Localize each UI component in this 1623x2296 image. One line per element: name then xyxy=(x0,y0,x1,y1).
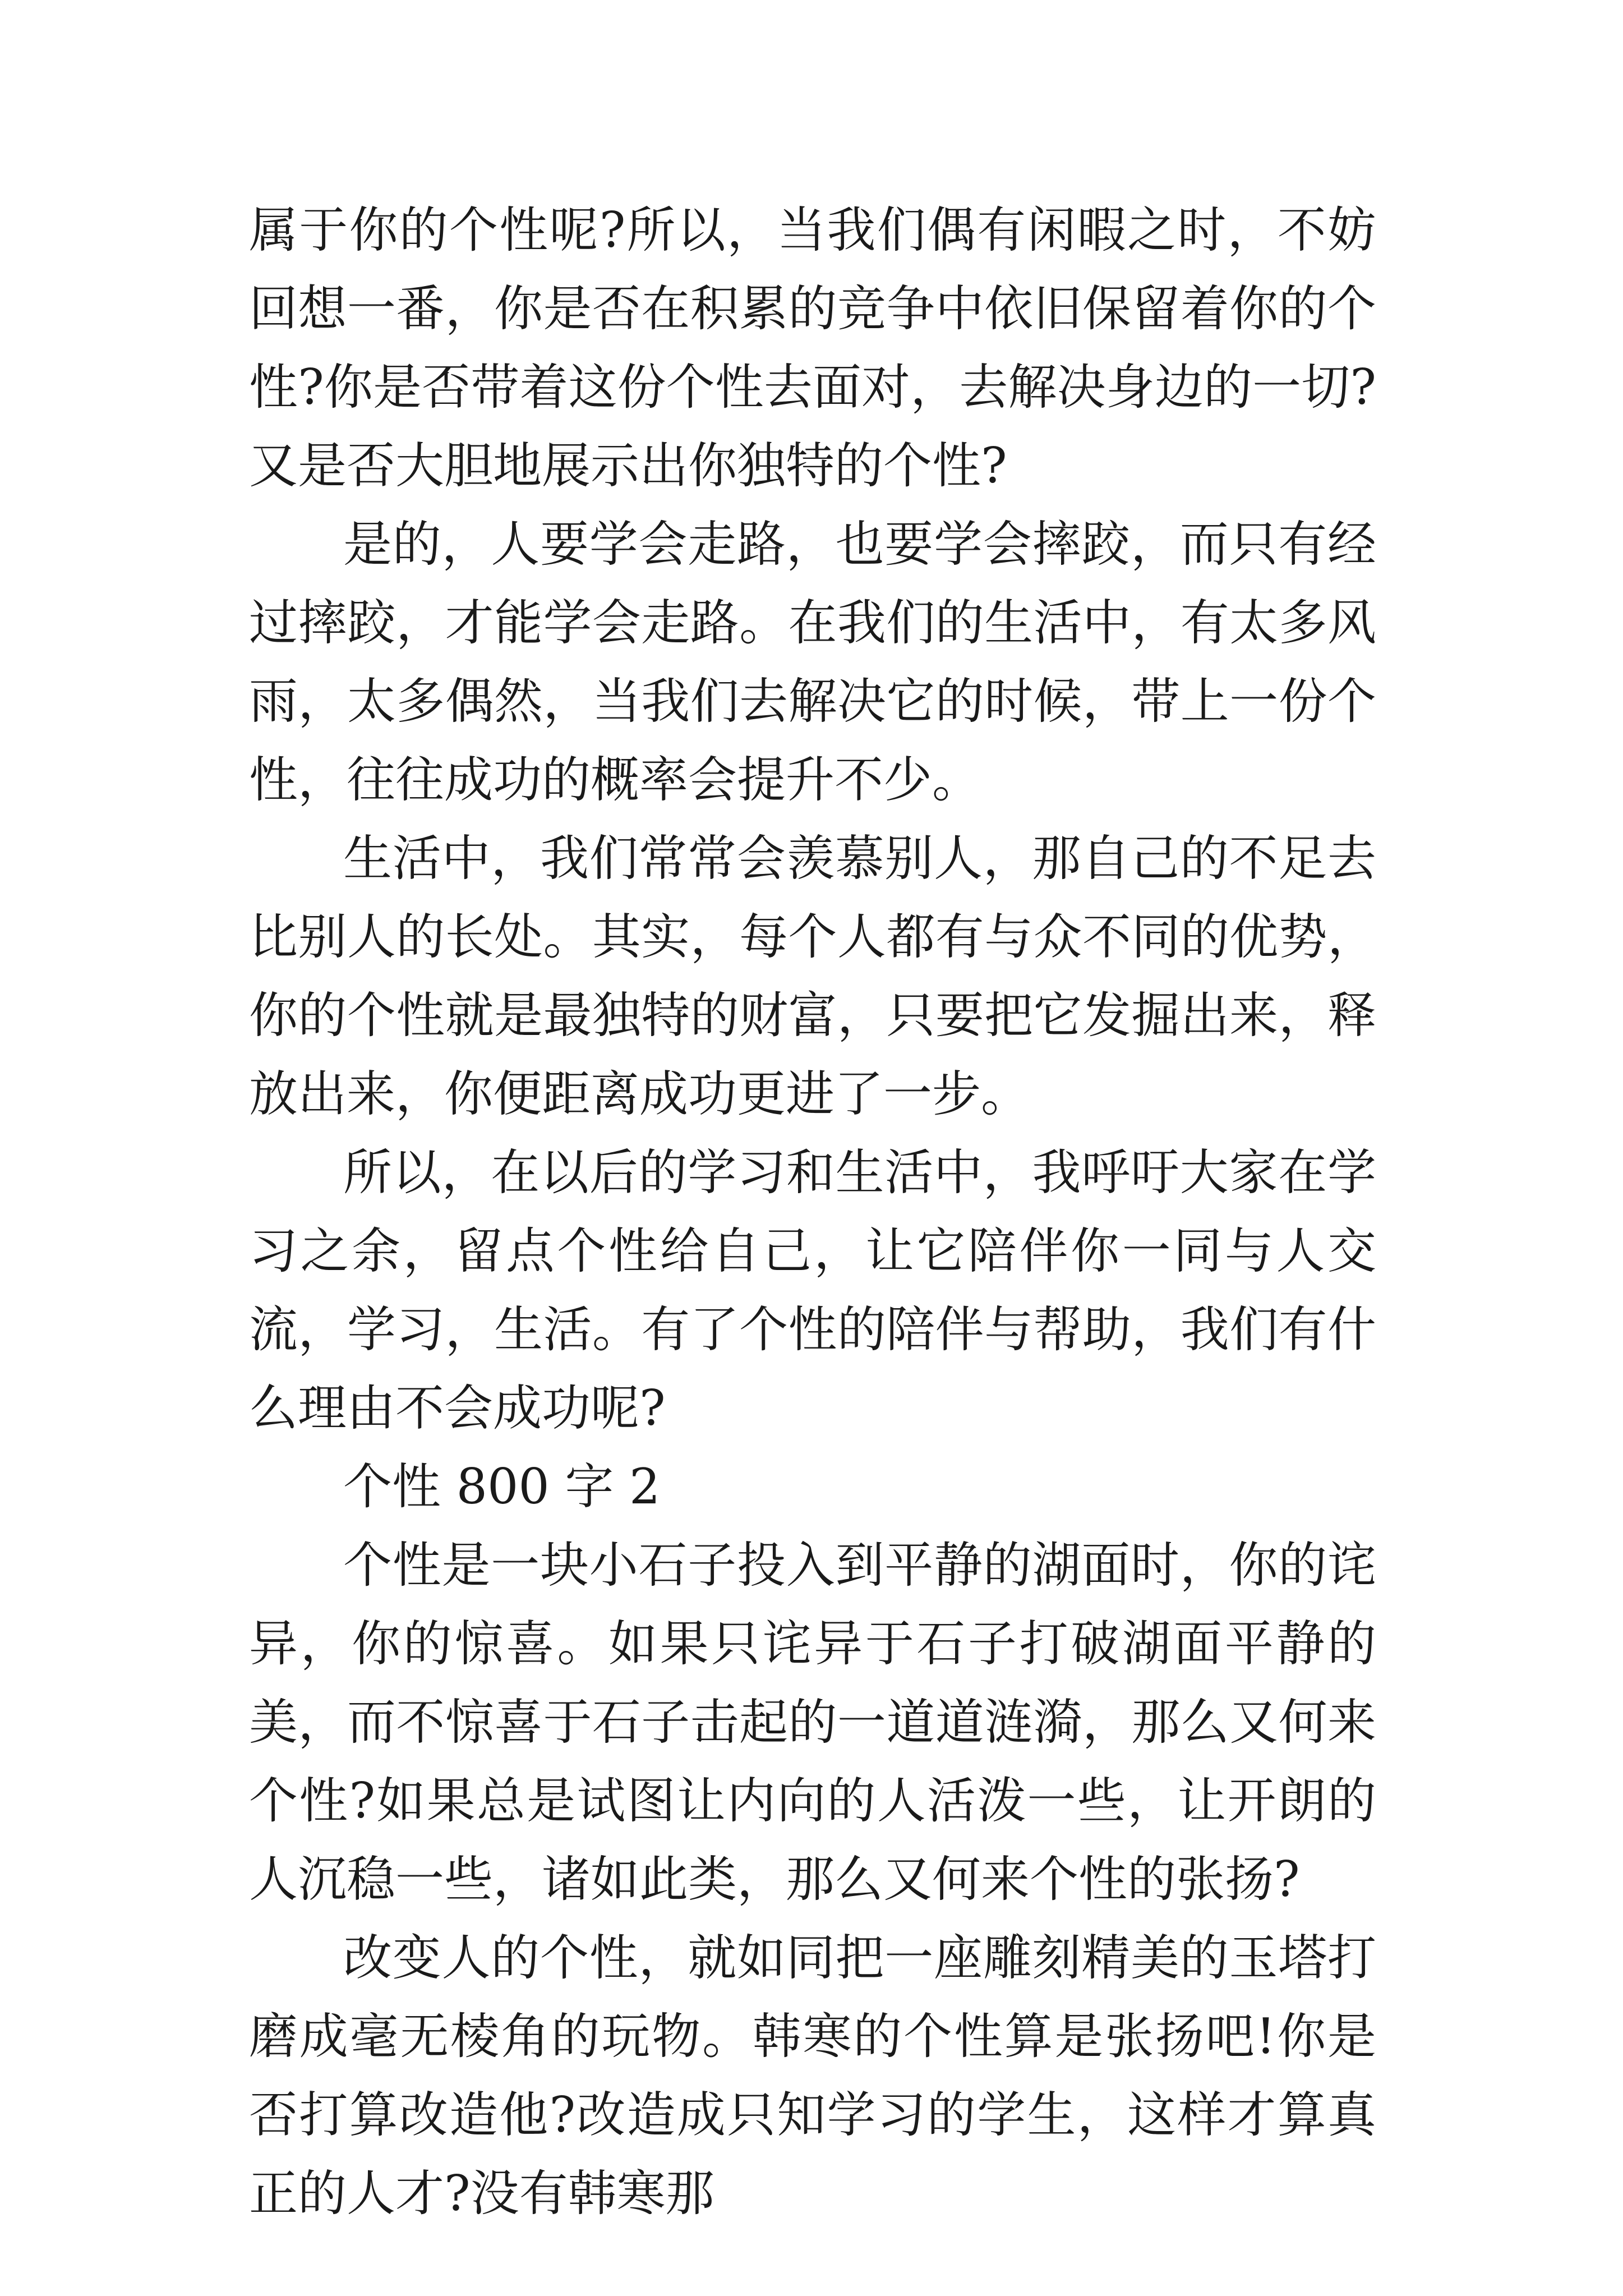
paragraph-4: 所以，在以后的学习和生活中，我呼吁大家在学习之余，留点个性给自己，让它陪伴你一同与人交流，学习，生活。有了个性的陪伴与帮助，我们有什么理由不会成功呢? xyxy=(249,1144,1376,1437)
paragraph-6: 改变人的个性，就如同把一座雕刻精美的玉塔打磨成毫无棱角的玩物。韩寒的个性算是张扬吧!你是否打算改造他?改造成只知学习的学生，这样才算真正的人才?没有韩寒那 xyxy=(249,1929,1376,2222)
section-heading: 个性 800 字 2 xyxy=(343,1458,661,1515)
document-body xyxy=(249,191,1376,2233)
paragraph-5: 个性是一块小石子投入到平静的湖面时，你的诧异，你的惊喜。如果只诧异于石子打破湖面平静的美，而不惊喜于石子击起的一道道涟漪，那么又何来个性?如果总是试图让内向的人活泼一些，让开朗的人沉稳一些，诸如此类，那么又何来个性的张扬? xyxy=(249,1536,1376,1908)
paragraph-1: 属于你的个性呢?所以，当我们偶有闲暇之时，不妨回想一番，你是否在积累的竞争中依旧保留着你的个性?你是否带着这份个性去面对，去解决身边的一切?又是否大胆地展示出你独特的个性? xyxy=(249,201,1376,494)
paragraph-2: 是的，人要学会走路，也要学会摔跤，而只有经过摔跤，才能学会走路。在我们的生活中，有太多风雨，太多偶然，当我们去解决它的时候，带上一份个性，往往成功的概率会提升不少。 xyxy=(249,516,1376,808)
paragraph-3: 生活中，我们常常会羡慕别人，那自己的不足去比别人的长处。其实，每个人都有与众不同的优势，你的个性就是最独特的财富，只要把它发掘出来，释放出来，你便距离成功更进了一步。 xyxy=(249,830,1376,1122)
